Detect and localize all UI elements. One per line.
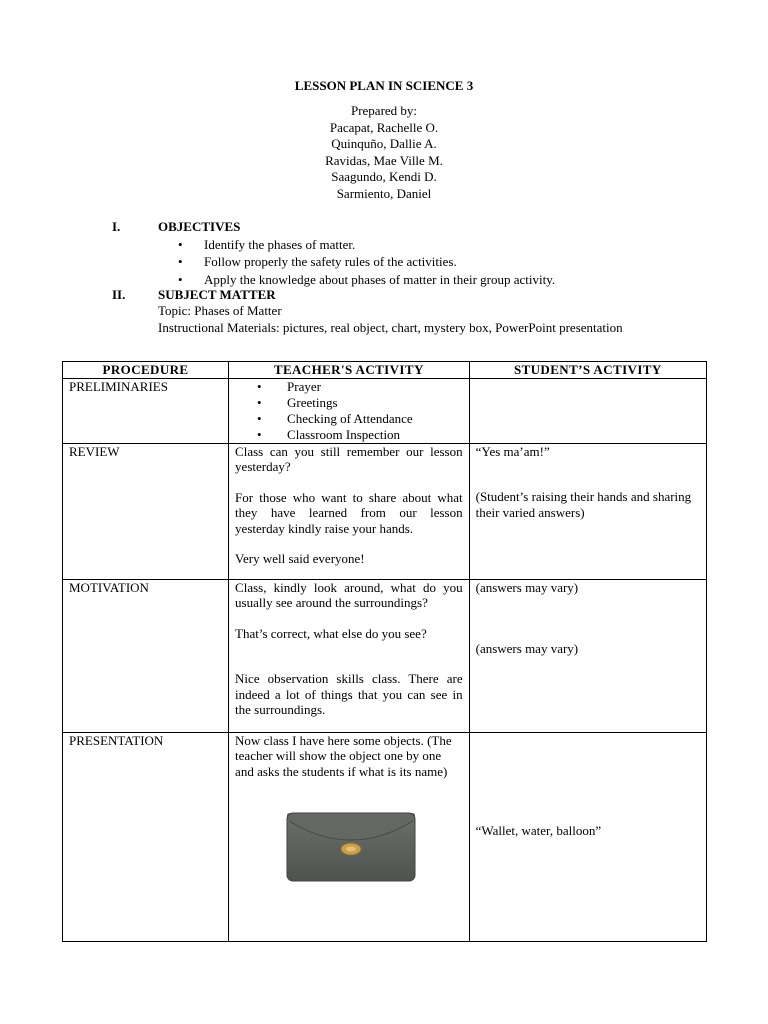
section-title: SUBJECT MATTER: [158, 287, 276, 302]
header-procedure: PROCEDURE: [63, 362, 229, 379]
objectives-heading: [112, 219, 240, 235]
procedure-cell: PRELIMINARIES: [63, 378, 229, 443]
list-item: • Checking of Attendance: [257, 411, 463, 427]
student-cell: [469, 443, 706, 579]
student-text: (answers may vary): [475, 579, 579, 595]
author-name: Saagundo, Kendi D.: [331, 169, 437, 185]
topic-line: Topic: Phases of Matter: [158, 303, 282, 318]
header-teacher-activity: TEACHER'S ACTIVITY: [229, 362, 470, 379]
author-name: Sarmiento, Daniel: [336, 185, 432, 201]
teacher-text: Very well said everyone!: [235, 551, 365, 566]
wallet-icon: [285, 809, 417, 885]
wallet-image: [285, 809, 417, 885]
header-student-activity: STUDENT’S ACTIVITY: [469, 362, 706, 379]
teacher-text: Now class I have here some objects. (The teacher will show the object one by one and asks the students if what is its name): [235, 732, 452, 779]
list-item: • Prayer: [257, 379, 463, 395]
lesson-table: [62, 361, 707, 942]
teacher-text: Nice observation skills class. There are indeed a lot of things that you can see in the surroundings.: [235, 671, 463, 717]
preliminaries-list: [235, 379, 463, 443]
teacher-text: For those who want to share about what they have learned from our lesson yesterday kindly raise your hands.: [235, 489, 463, 536]
procedure-cell: REVIEW: [63, 443, 229, 579]
student-text: “Yes ma’am!”: [475, 443, 550, 459]
table-row: [63, 579, 707, 732]
author-name: Ravidas, Mae Ville M.: [325, 152, 443, 168]
table-row: [63, 443, 707, 579]
prepared-by-block: [0, 103, 768, 203]
teacher-cell: [229, 443, 470, 579]
table-row: [63, 378, 707, 443]
table-header-row: [63, 362, 707, 379]
student-text: “Wallet, water, balloon”: [475, 822, 602, 838]
teacher-cell: [229, 732, 470, 942]
author-name: Quinquño, Dallie A.: [331, 136, 437, 152]
procedure-cell: PRESENTATION: [63, 732, 229, 942]
section-number: II.: [112, 287, 126, 302]
prepared-by-label: Prepared by:: [350, 103, 418, 118]
document-title: LESSON PLAN IN SCIENCE 3: [294, 78, 474, 93]
objective-item: • Apply the knowledge about phases of matter in their group activity.: [178, 271, 555, 288]
teacher-text: Class, kindly look around, what do you usually see around the surroundings?: [235, 579, 463, 610]
teacher-text: Class can you still remember our lesson yesterday?: [235, 443, 463, 474]
student-text: (answers may vary): [475, 641, 579, 656]
objective-item: • Follow properly the safety rules of the activities.: [178, 253, 555, 270]
section-title: OBJECTIVES: [158, 219, 241, 234]
objective-item: • Identify the phases of matter.: [178, 236, 555, 253]
author-name: Pacapat, Rachelle O.: [329, 119, 439, 135]
student-text: (Student’s raising their hands and sharing their varied answers): [475, 489, 692, 520]
table-row: [63, 732, 707, 942]
list-item: • Greetings: [257, 395, 463, 411]
materials-line: Instructional Materials: pictures, real object, chart, mystery box, PowerPoint presentation: [158, 319, 623, 335]
teacher-cell: [229, 378, 470, 443]
subject-matter-body: [158, 303, 628, 336]
section-number: I.: [112, 219, 121, 234]
procedure-cell: MOTIVATION: [63, 579, 229, 732]
student-cell: [469, 732, 706, 942]
teacher-cell: [229, 579, 470, 732]
objectives-list: [178, 236, 555, 288]
teacher-text: That’s correct, what else do you see?: [235, 625, 427, 641]
student-cell: [469, 378, 706, 443]
student-cell: [469, 579, 706, 732]
list-item: • Classroom Inspection: [257, 427, 463, 443]
subject-matter-heading: [112, 287, 276, 303]
